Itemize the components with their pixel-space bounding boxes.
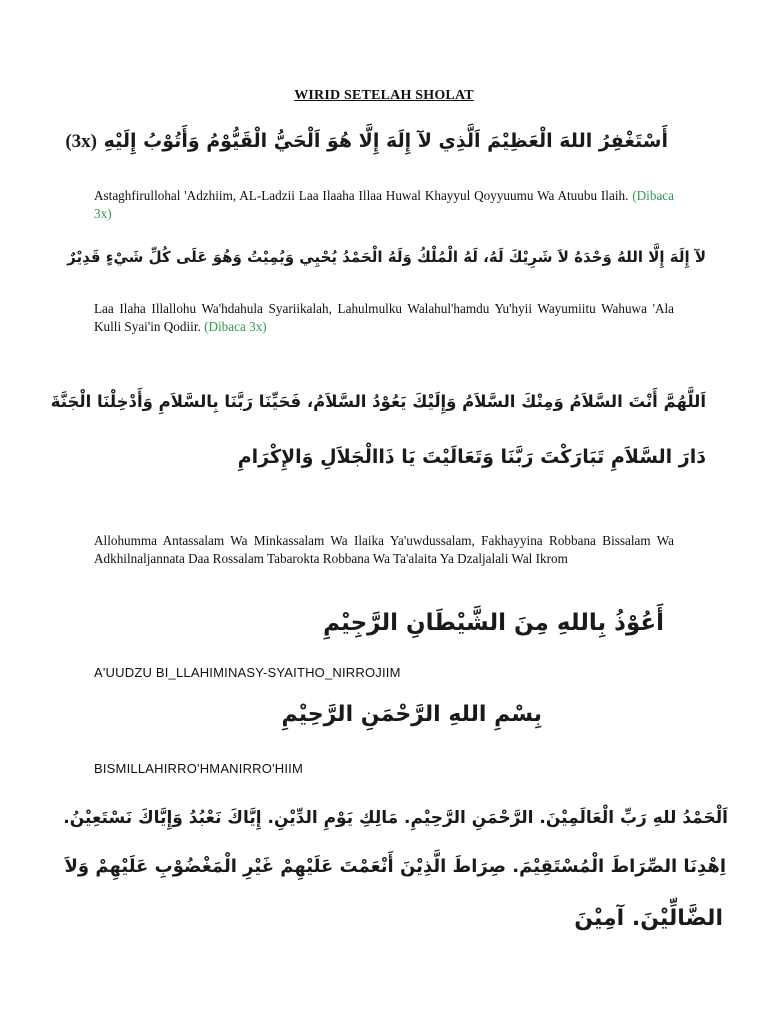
- latin-taawudz: A'UUDZU BI_LLAHIMINASY-SYAITHO_NIRROJIIM: [94, 665, 401, 680]
- latin-istighfar: [94, 187, 674, 223]
- arabic-istighfar: [65, 130, 668, 153]
- latin-allohumma: Allohumma Antassalam Wa Minkassalam Wa Ilaika Ya'uwdussalam, Fakhayyina Robbana Bissalam Wa Adkhilnaljannata Daa Rossalam Tabarokta Robbana Wa Ta'alaita Ya Dzaljalali Wal Ikrom: [94, 533, 674, 566]
- latin-istighfar-text: Astaghfirullohal 'Adzhiim, AL-Ladzii Laa Ilaaha Illaa Huwal Khayyul Qoyyuumu Wa Atuubu Ilaih.: [94, 188, 629, 203]
- arabic-tahlil: [67, 248, 706, 266]
- arabic-allohumma-line2: دَارَ السَّلاَمِ تَبَارَكْتَ رَبَّنَا وَتَعَالَيْتَ يَا ذَاالْجَلاَلِ وَالإِكْرَامِ: [237, 446, 706, 468]
- latin-tahlil-text: Laa Ilaha Illallohu Wa'hdahula Syariikalah, Lahulmulku Walahul'hamdu Yu'hyii Wayumiitu Wahuwa 'Ala Kulli Syai'in Qodiir.: [94, 301, 674, 334]
- arabic-fatihah-line1: اَلْحَمْدُ للهِ رَبِّ الْعَالَمِيْنَ. الرَّحْمَنِ الرَّحِيْمِ. مَالِكِ يَوْمِ الدِّيْنِ. إِيَّاكَ نَعْبُدُ وَإِيَّاكَ نَسْتَعِيْنُ.: [63, 808, 728, 828]
- latin-tahlil: [94, 300, 674, 336]
- page-title: WIRID SETELAH SHOLAT: [294, 88, 474, 103]
- repeat-count: (3x): [65, 131, 98, 152]
- arabic-istighfar-text: أَسْتَغْفِرُ اللهَ الْعَظِيْمَ اَلَّذِي لآ إِلَهَ إِلَّا هُوَ اَلْحَيُّ الْقَيُّوْمُ وَأَتُوْبُ إِلَيْهِ: [103, 130, 668, 152]
- arabic-fatihah-line3: الضَّالِّيْنَ. آمِيْنَ: [574, 906, 723, 931]
- arabic-basmalah: بِسْمِ اللهِ الرَّحْمَنِ الرَّحِيْمِ: [281, 702, 542, 727]
- latin-basmalah: BISMILLAHIRRO'HMANIRRO'HIIM: [94, 761, 303, 776]
- repeat-note: (Dibaca 3x): [204, 319, 267, 334]
- repeat-note: (Dibaca 3x): [94, 188, 674, 221]
- arabic-fatihah-line2: اِهْدِنَا الصِّرَاطَ الْمُسْتَقِيْمَ. صِرَاطَ الَّذِيْنَ أَنْعَمْتَ عَلَيْهِمْ غَيْرِ الْمَغْضُوْبِ عَلَيْهِمْ وَلاَ: [64, 856, 726, 877]
- arabic-tahlil-text: لآ إِلَهَ إِلَّا اللهُ وَحْدَهُ لاَ شَرِيْكَ لَهُ، لَهُ الْمُلْكُ وَلَهُ الْحَمْدُ يُحْيِي وَيُمِيْتُ وَهُوَ عَلَى كُلِّ شَيْءٍ قَدِيْرٌ: [67, 248, 706, 266]
- arabic-allohumma-line1: اَللَّهُمَّ أَنْتَ السَّلاَمُ وَمِنْكَ السَّلاَمُ وَإِلَيْكَ يَعُوْدُ السَّلاَمُ، فَحَيِّنَا رَبَّنَا بِالسَّلاَمِ وَأَدْخِلْنَا الْجَنَّةَ: [50, 392, 706, 411]
- arabic-taawudz: أَعُوْذُ بِاللهِ مِنَ الشَّيْطَانِ الرَّجِيْمِ: [323, 610, 664, 636]
